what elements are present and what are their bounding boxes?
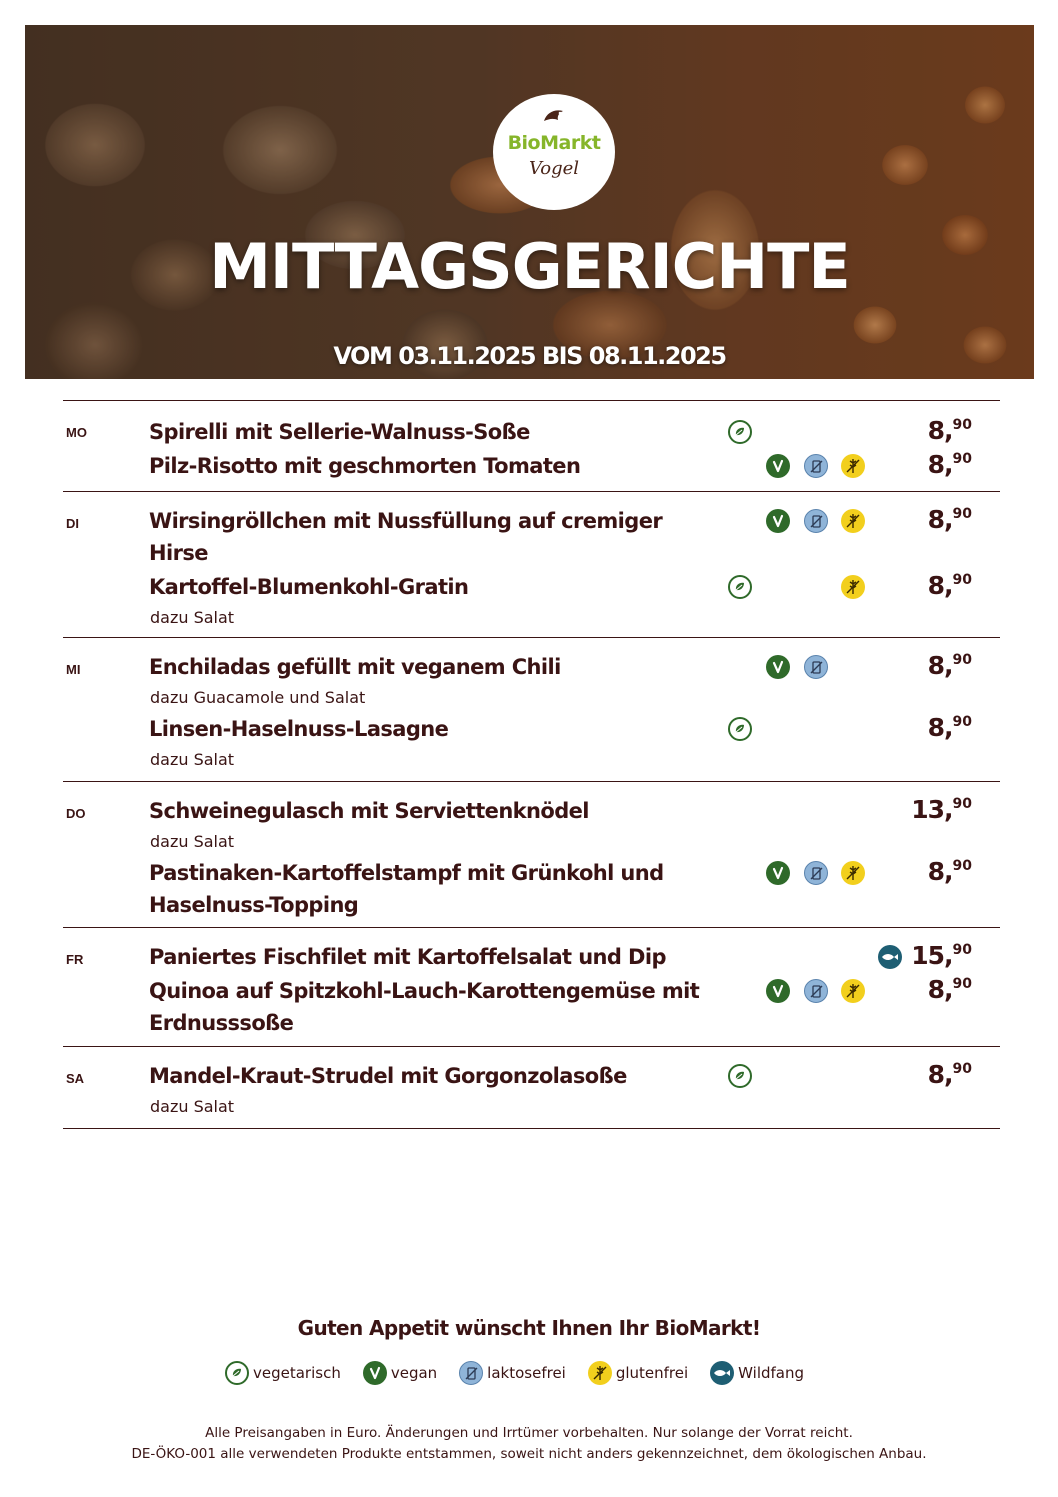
legend-label: laktosefrei bbox=[487, 1364, 566, 1382]
dish-price: 8,90 bbox=[927, 857, 972, 886]
menu-item bbox=[63, 713, 1000, 775]
menu-item bbox=[63, 928, 1000, 973]
vegan-icon bbox=[766, 509, 790, 533]
day-block-mi bbox=[63, 637, 1000, 781]
gluten-free-icon bbox=[841, 575, 865, 599]
dish-price: 15,90 bbox=[911, 941, 972, 970]
legend-label: Wildfang bbox=[738, 1364, 805, 1382]
menu-item bbox=[63, 782, 1000, 857]
gluten-free-icon bbox=[841, 509, 865, 533]
wild-catch-icon bbox=[710, 1361, 734, 1385]
menu-item bbox=[63, 1047, 1000, 1122]
legend-item bbox=[459, 1361, 566, 1385]
vegetarian-icon bbox=[728, 1064, 752, 1088]
logo-name: BioMarkt bbox=[507, 132, 601, 154]
legend-item bbox=[225, 1361, 341, 1385]
day-block-do bbox=[63, 781, 1000, 927]
gluten-free-icon bbox=[841, 861, 865, 885]
dish-price: 13,90 bbox=[911, 795, 972, 824]
menu-item bbox=[63, 401, 1000, 448]
legend-label: glutenfrei bbox=[615, 1364, 689, 1382]
vegan-icon bbox=[766, 655, 790, 679]
dish-price: 8,90 bbox=[927, 1060, 972, 1089]
date-range: VOM 03.11.2025 BIS 08.11.2025 bbox=[333, 342, 726, 370]
dish-name: Mandel-Kraut-Strudel mit Gorgonzolasoße bbox=[149, 1064, 627, 1088]
menu-item bbox=[63, 973, 1000, 1039]
day-block-mo bbox=[63, 400, 1000, 491]
lactose-free-icon bbox=[804, 454, 828, 478]
day-block-sa bbox=[63, 1046, 1000, 1129]
dish-name: Enchiladas gefüllt mit veganem Chili bbox=[149, 655, 561, 679]
dish-name: Pilz-Risotto mit geschmorten Tomaten bbox=[149, 454, 581, 478]
day-block-di bbox=[63, 491, 1000, 637]
vegetarian-icon bbox=[728, 420, 752, 444]
dish-price: 8,90 bbox=[927, 975, 972, 1004]
day-label: FR bbox=[66, 952, 84, 967]
vegetarian-icon bbox=[225, 1361, 249, 1385]
day-label: MO bbox=[66, 425, 87, 440]
dish-side-note: dazu Salat bbox=[150, 1097, 235, 1116]
vegetarian-icon bbox=[728, 717, 752, 741]
dish-name: Quinoa auf Spitzkohl-Lauch-Karottengemüse mit Erdnusssoße bbox=[149, 979, 700, 1035]
vegan-icon bbox=[363, 1361, 387, 1385]
gluten-free-icon bbox=[588, 1361, 612, 1385]
gluten-free-icon bbox=[841, 454, 865, 478]
legend-label: vegetarisch bbox=[253, 1364, 341, 1382]
day-label: DO bbox=[66, 806, 86, 821]
disclaimer-line: Alle Preisangaben in Euro. Änderungen und Irrtümer vorbehalten. Nur solange der Vorrat reicht. bbox=[205, 1425, 853, 1441]
dish-name: Pastinaken-Kartoffelstampf mit Grünkohl und Haselnuss-Topping bbox=[149, 861, 664, 917]
header-banner bbox=[25, 25, 1034, 379]
greeting-text: Guten Appetit wünscht Ihnen Ihr BioMarkt! bbox=[297, 1316, 761, 1340]
dish-side-note: dazu Guacamole und Salat bbox=[150, 688, 366, 707]
dish-name: Linsen-Haselnuss-Lasagne bbox=[149, 717, 449, 741]
day-block-fr bbox=[63, 927, 1000, 1046]
dish-side-note: dazu Salat bbox=[150, 832, 235, 851]
biomarkt-logo bbox=[493, 94, 615, 210]
dish-price: 8,90 bbox=[927, 505, 972, 534]
dish-price: 8,90 bbox=[927, 651, 972, 680]
dish-price: 8,90 bbox=[927, 713, 972, 742]
dish-name: Paniertes Fischfilet mit Kartoffelsalat und Dip bbox=[149, 945, 666, 969]
lactose-free-icon bbox=[804, 861, 828, 885]
icon-legend bbox=[225, 1359, 826, 1387]
legend-item bbox=[588, 1361, 688, 1385]
menu-item bbox=[63, 857, 1000, 921]
legend-item bbox=[363, 1361, 437, 1385]
lactose-free-icon bbox=[804, 655, 828, 679]
vegan-icon bbox=[766, 979, 790, 1003]
lactose-free-icon bbox=[804, 979, 828, 1003]
day-label: MI bbox=[66, 662, 81, 677]
menu-item bbox=[63, 492, 1000, 569]
legend-item bbox=[710, 1361, 804, 1385]
day-label: DI bbox=[66, 516, 79, 531]
dish-price: 8,90 bbox=[927, 450, 972, 479]
menu-item bbox=[63, 638, 1000, 713]
dish-price: 8,90 bbox=[927, 416, 972, 445]
menu-item bbox=[63, 448, 1000, 482]
page-title: MITTAGSGERICHTE bbox=[209, 230, 850, 303]
lactose-free-icon bbox=[459, 1361, 483, 1385]
logo-subtitle: Vogel bbox=[528, 158, 580, 179]
day-label: SA bbox=[66, 1071, 85, 1086]
dish-name: Schweinegulasch mit Serviettenknödel bbox=[149, 799, 589, 823]
disclaimer-line: DE-ÖKO-001 alle verwendeten Produkte entstammen, soweit nicht anders gekennzeichnet, dem ökologischen Anbau. bbox=[131, 1446, 927, 1462]
legend-label: vegan bbox=[390, 1364, 438, 1382]
dish-name: Wirsingröllchen mit Nussfüllung auf cremiger Hirse bbox=[149, 509, 663, 565]
vegetarian-icon bbox=[728, 575, 752, 599]
dish-price: 8,90 bbox=[927, 571, 972, 600]
dish-side-note: dazu Salat bbox=[150, 750, 235, 769]
vegan-icon bbox=[766, 454, 790, 478]
dish-name: Kartoffel-Blumenkohl-Gratin bbox=[149, 575, 469, 599]
menu-item bbox=[63, 569, 1000, 633]
vegan-icon bbox=[766, 861, 790, 885]
bird-logo-icon bbox=[541, 106, 567, 128]
wild-catch-icon bbox=[878, 945, 902, 969]
disclaimer bbox=[0, 1423, 1058, 1465]
dish-side-note: dazu Salat bbox=[150, 608, 235, 627]
menu-list bbox=[63, 400, 1000, 1129]
gluten-free-icon bbox=[841, 979, 865, 1003]
dish-name: Spirelli mit Sellerie-Walnuss-Soße bbox=[149, 420, 530, 444]
lactose-free-icon bbox=[804, 509, 828, 533]
